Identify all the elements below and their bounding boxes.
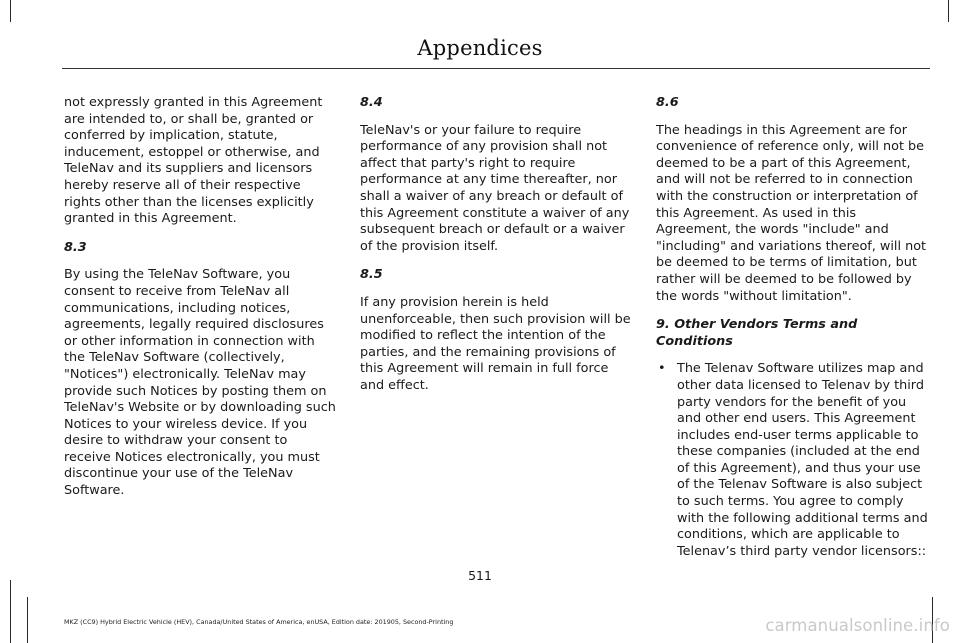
section-heading: 8.5 — [360, 267, 383, 283]
list-item: • The Telenav Software utilizes map and other data licensed to Telenav by third party vendors for the benefit of you and other end users. This Agreement includes end-user terms applicable to these companies (included at the end of this Agreement), and thus your use of the Telenav Software is also subject to such terms. You agree to comply with the following additional terms and conditions, which are applicable to Telenav’s third party vendor licensors:: — [656, 361, 928, 560]
page-number: 511 — [468, 568, 492, 583]
column-1 — [64, 95, 336, 512]
section-heading: 9. Other Vendors Terms and Conditions — [656, 317, 858, 349]
paragraph: TeleNav's or your failure to require performance of any provision shall not affect that party's right to require performance at any time thereafter, nor shall a waiver of any breach or default of this Agreement constitute a waiver of any subsequent breach or default or a waiver of the provision itself. — [360, 122, 630, 254]
paragraph: By using the TeleNav Software, you consent to receive from TeleNav all communications, including notices, agreements, legally required disclosures or other information in connection with the TeleNav Software (collectively, "Notices") electronically. TeleNav may provide such Notices by posting them on TeleNav's Website or by downloading such Notices to your wireless device. If you desire to withdraw your consent to receive Notices electronically, you must discontinue your use of the TeleNav Software. — [64, 267, 336, 499]
watermark: carmanualsonline.info — [765, 616, 950, 635]
page-title: Appendices — [417, 36, 543, 60]
paragraph: The headings in this Agreement are for convenience of reference only, will not be deemed to be a part of this Agreement, and will not be referred to in connection with the construction or interpretation of this Agreement. As used in this Agreement, the words "include" and "including" and variations thereof, will not be deemed to be terms of limitation, but rather will be deemed to be followed by the words "without limitation". — [656, 122, 927, 304]
paragraph: not expressly granted in this Agreement are intended to, or shall be, granted or conferred by implication, statute, inducement, estoppel or otherwise, and TeleNav and its suppliers and licensors hereby reserve all of their respective rights other than the licenses explicitly granted in this Agreement. — [64, 95, 323, 227]
section-heading: 8.3 — [64, 239, 87, 255]
column-3 — [656, 95, 928, 560]
section-heading: 8.6 — [656, 95, 679, 110]
crop-mark-top-right — [948, 0, 949, 22]
column-2 — [360, 95, 632, 407]
section-heading: 8.4 — [360, 95, 383, 110]
crop-mark-top-left — [10, 0, 11, 22]
crop-mark-bottom-left-2 — [27, 597, 28, 643]
paragraph: If any provision herein is held unenforceable, then such provision will be modified to reflect the intention of the parties, and the remaining provisions of this Agreement will remain in full force and effect. — [360, 294, 631, 393]
header-divider — [62, 68, 930, 69]
crop-mark-bottom-left — [10, 580, 11, 643]
edition-footer: MKZ (CC9) Hybrid Electric Vehicle (HEV), Canada/United States of America, enUSA, Edition date: 201905, Second-Printing — [64, 618, 454, 626]
bullet-list — [656, 361, 928, 560]
